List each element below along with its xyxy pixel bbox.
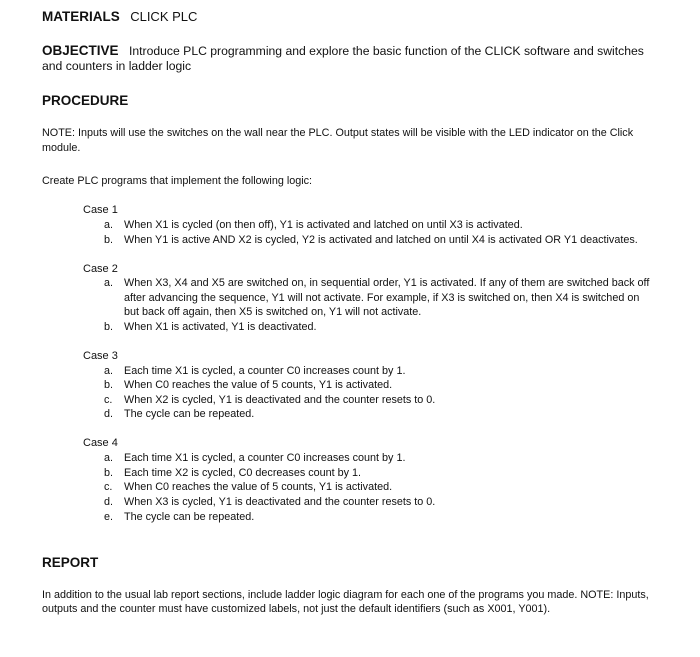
- case-3-item-a-text: Each time X1 is cycled, a counter C0 increases count by 1.: [124, 365, 406, 377]
- case-2-item-a-marker: a.: [104, 277, 114, 289]
- procedure-note-line2: module.: [42, 142, 81, 154]
- case-3-item-a-marker: a.: [104, 365, 114, 377]
- report-text-line2: outputs and the counter must have customized labels, not just the default identifiers (such as X001, Y001).: [42, 603, 551, 615]
- case-3-item-d-text: The cycle can be repeated.: [124, 408, 255, 420]
- case-3-item-c-marker: c.: [104, 394, 113, 406]
- case-1-item-b-marker: b.: [104, 234, 114, 246]
- case-1-item-b-text: When Y1 is active AND X2 is cycled, Y2 is activated and latched on until X4 is activated OR Y1 deactivates.: [124, 234, 638, 246]
- case-3-item-b-marker: b.: [104, 379, 114, 391]
- case-1-item-a-marker: a.: [104, 219, 114, 231]
- case-4-item-d-marker: d.: [104, 496, 114, 508]
- materials-section: [42, 8, 197, 26]
- case-1-item-a-text: When X1 is cycled (on then off), Y1 is activated and latched on until X3 is activated.: [124, 219, 523, 231]
- case-3-item-d-marker: d.: [104, 408, 114, 420]
- materials-heading: MATERIALS: [42, 9, 120, 24]
- case-2-title: Case 2: [83, 263, 118, 275]
- case-2-item-a-text-line2: after advancing the sequence, Y1 will not activate. For example, if X3 is switched on, then X4 is switched on: [124, 292, 640, 304]
- procedure-intro: Create PLC programs that implement the following logic:: [42, 175, 313, 187]
- materials-text: CLICK PLC: [130, 9, 198, 24]
- case-3-title: Case 3: [83, 350, 118, 362]
- case-2-item-b-text: When X1 is activated, Y1 is deactivated.: [124, 321, 317, 333]
- report-text-line1: In addition to the usual lab report sections, include ladder logic diagram for each one of the programs you made. NOTE: Inputs,: [42, 589, 649, 601]
- case-3-item-c-text: When X2 is cycled, Y1 is deactivated and the counter resets to 0.: [124, 394, 436, 406]
- objective-text-line2: and counters in ladder logic: [42, 59, 192, 73]
- case-4-item-c-marker: c.: [104, 481, 113, 493]
- case-4-item-a-marker: a.: [104, 452, 114, 464]
- objective-heading: OBJECTIVE: [42, 43, 119, 58]
- case-4-item-a-text: Each time X1 is cycled, a counter C0 increases count by 1.: [124, 452, 406, 464]
- case-4-title: Case 4: [83, 437, 118, 449]
- case-2-item-a-text-line3: but back off again, then X5 is switched on, Y1 will not activate.: [124, 306, 422, 318]
- case-4-item-e-marker: e.: [104, 511, 114, 523]
- case-4-item-e-text: The cycle can be repeated.: [124, 511, 255, 523]
- case-1-title: Case 1: [83, 204, 118, 216]
- case-4-item-c-text: When C0 reaches the value of 5 counts, Y1 is activated.: [124, 481, 393, 493]
- procedure-note-line1: NOTE: Inputs will use the switches on the wall near the PLC. Output states will be visible with the LED indicator on the Click: [42, 127, 634, 139]
- objective-text-line1: Introduce PLC programming and explore the basic function of the CLICK software and switches: [128, 44, 644, 58]
- case-4-item-b-marker: b.: [104, 467, 114, 479]
- case-4-item-b-text: Each time X2 is cycled, C0 decreases count by 1.: [124, 467, 362, 479]
- case-4-item-d-text: When X3 is cycled, Y1 is deactivated and the counter resets to 0.: [124, 496, 436, 508]
- objective-section: [42, 42, 644, 60]
- case-2-item-a-text-line1: When X3, X4 and X5 are switched on, in sequential order, Y1 is activated. If any of them are switched back off: [124, 277, 650, 289]
- report-heading: REPORT: [42, 555, 99, 570]
- case-3-item-b-text: When C0 reaches the value of 5 counts, Y1 is activated.: [124, 379, 393, 391]
- procedure-heading: PROCEDURE: [42, 93, 129, 108]
- case-2-item-b-marker: b.: [104, 321, 114, 333]
